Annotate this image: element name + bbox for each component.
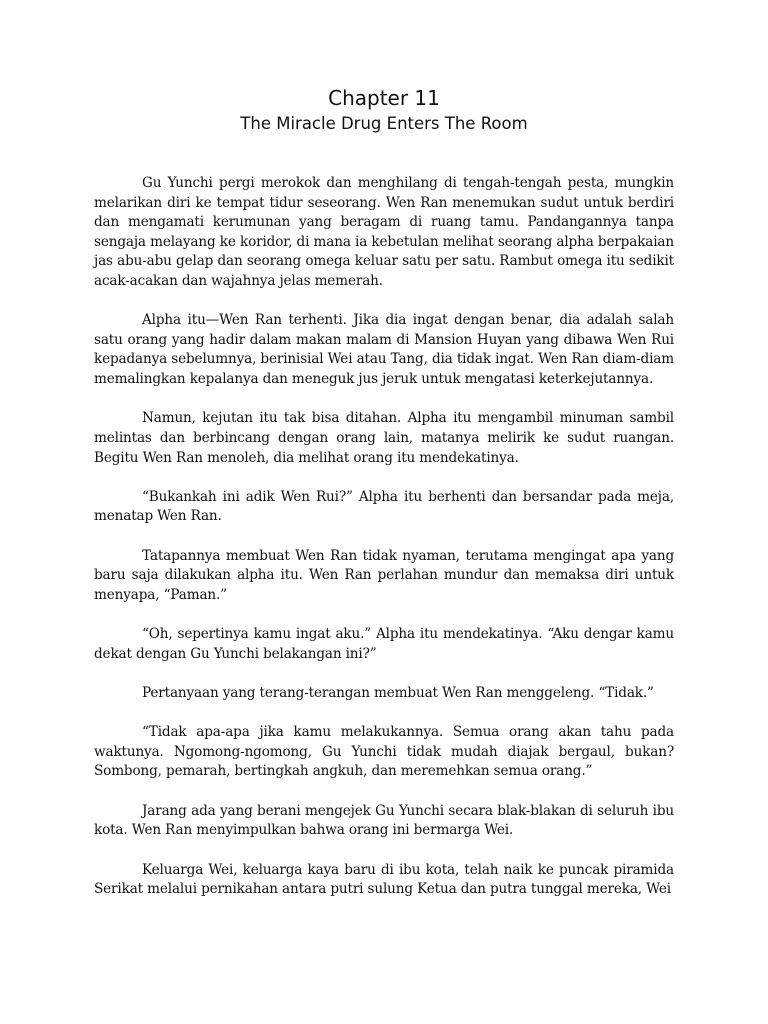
paragraph: Gu Yunchi pergi merokok dan menghilang di tengah-tengah pesta, mungkin melarikan diri ke tempat tidur seseorang. Wen Ran menemukan sudut untuk berdiri dan mengamati kerumunan yang beragam di ruang tamu. Pandangannya tanpa sengaja melayang ke koridor, di mana ia kebetulan melihat seorang alpha berpakaian jas abu-abu gelap dan seorang omega keluar satu per satu. Rambut omega itu sedikit acak-acakan dan wajahnya jelas memerah. <box>94 175 674 289</box>
paragraph: Pertanyaan yang terang-terangan membuat Wen Ran menggeleng. “Tidak.” <box>142 685 654 701</box>
paragraph: Namun, kejutan itu tak bisa ditahan. Alpha itu mengambil minuman sambil melintas dan berbincang dengan orang lain, matanya melirik ke sudut ruangan. Begitu Wen Ran menoleh, dia melihat orang itu mendekatinya. <box>94 410 674 466</box>
paragraph: Tatapannya membuat Wen Ran tidak nyaman, terutama mengingat apa yang baru saja dilakukan alpha itu. Wen Ran perlahan mundur dan memaksa diri untuk menyapa, “Paman.” <box>94 547 674 603</box>
paragraph: “Bukankah ini adik Wen Rui?” Alpha itu berhenti dan bersandar pada meja, menatap Wen Ran. <box>94 488 674 525</box>
paragraph: Keluarga Wei, keluarga kaya baru di ibu kota, telah naik ke puncak piramida Serikat melalui pernikahan antara putri sulung Ketua dan putra tunggal mereka, Wei <box>94 861 674 898</box>
paragraph: Jarang ada yang berani mengejek Gu Yunchi secara blak-blakan di seluruh ibu kota. Wen Ran menyimpulkan bahwa orang ini bermarga Wei. <box>94 802 674 839</box>
paragraph: “Tidak apa-apa jika kamu melakukannya. Semua orang akan tahu pada waktunya. Ngomong-ngomong, Gu Yunchi tidak mudah diajak bergaul, bukan? Sombong, pemarah, bertingkah angkuh, dan meremehkan semua orang.” <box>94 724 674 780</box>
chapter-subtitle: The Miracle Drug Enters The Room <box>240 114 528 133</box>
chapter-body <box>94 174 674 920</box>
paragraph: Alpha itu—Wen Ran terhenti. Jika dia ingat dengan benar, dia adalah salah satu orang yang hadir dalam makan malam di Mansion Huyan yang dibawa Wen Rui kepadanya sebelumnya, berinisial Wei atau Tang, dia tidak ingat. Wen Ran diam-diam memalingkan kepalanya dan meneguk jus jeruk untuk mengatasi keterkejutannya. <box>94 312 674 388</box>
paragraph: “Oh, sepertinya kamu ingat aku.” Alpha itu mendekatinya. “Aku dengar kamu dekat dengan Gu Yunchi belakangan ini?” <box>94 626 674 662</box>
chapter-title: Chapter 11 <box>328 86 440 110</box>
